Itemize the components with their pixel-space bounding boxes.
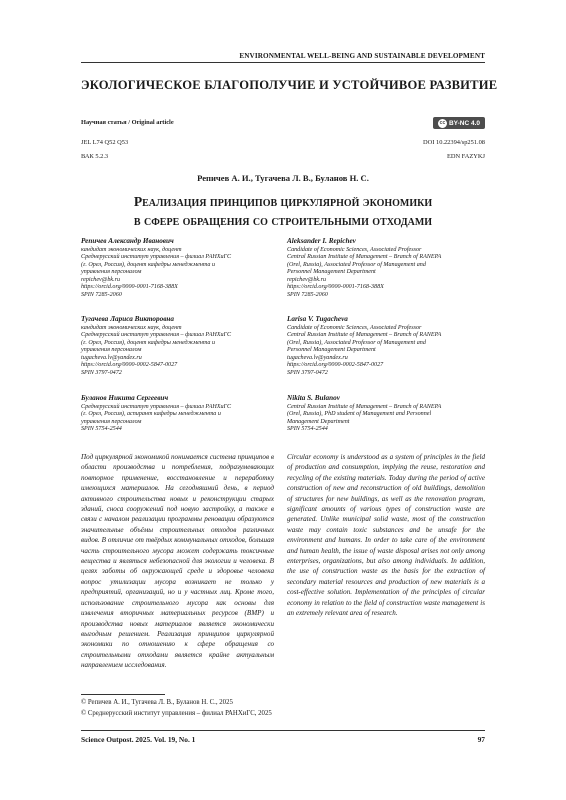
author-affiliation: управления персоналом bbox=[81, 347, 142, 353]
author-ru-3 bbox=[81, 395, 271, 434]
doi[interactable]: DOI 10.22394/sp251.08 bbox=[423, 139, 485, 146]
author-spin: SPIN 7285-2060 bbox=[81, 291, 122, 298]
author-en-2 bbox=[287, 316, 485, 377]
author-spin: SPIN 7285-2060 bbox=[287, 291, 328, 298]
header-rule bbox=[81, 62, 485, 63]
author-affiliation: Central Russian Institute of Management – Branch of RANEPA bbox=[287, 403, 442, 410]
author-orcid[interactable]: https://orcid.org/0000-0001-7168-388X bbox=[287, 284, 384, 290]
author-spin: SPIN 5754-2544 bbox=[81, 426, 122, 432]
page-number: 97 bbox=[477, 735, 485, 744]
journal-section-russian: ЭКОЛОГИЧЕСКОЕ БЛАГОПОЛУЧИЕ И УСТОЙЧИВОЕ РАЗВИТИЕ bbox=[81, 78, 498, 92]
author-name: Тугачева Лариса Викторовна bbox=[81, 315, 174, 323]
author-en-1 bbox=[287, 238, 485, 299]
title-line: в сфере обращения со строительными отходами bbox=[133, 213, 433, 228]
abstract-russian: Под циркулярной экономикой понимается система принципов в области производства и потребления, подразумевающих повторное применение, восстановление и переработку имеющихся материалов. На сегодняшний день, в период активного строительства новых и реконструкции старых зданий, сноса сооружений под новую застройку, а также в связи с началом реализации программы реновации образуются значительные объёмы строительных отходов различных видов. В отличие от твёрдых коммунальных отходов, большая часть строительного мусора может содержать токсичные вещества и являться небезопасной для экологии и человека. В целях заботы об окружающей среде и здоровье человека вопрос утилизации мусора возникает не только у предприятий, организаций, но и у частных лиц. Кроме того, использование строительного мусора как основы для извлечения вторичных материальных ресурсов (ВМР) и производства новых материалов является экономически выгодным решением. Реализация принципов циркулярной экономики по отношению к сфере обращения со строительными отходами является крайне актуальным направлением исследования. bbox=[81, 453, 274, 670]
author-degree: кандидат экономических наук, доцент bbox=[81, 246, 182, 253]
author-ru-1 bbox=[81, 238, 271, 299]
author-name: Nikita S. Bulanov bbox=[287, 394, 340, 402]
author-orcid[interactable]: https://orcid.org/0000-0002-5847-0027 bbox=[81, 362, 178, 368]
author-affiliation: (г. Орел, Россия), доцент кафедры менеджмента и bbox=[81, 261, 216, 268]
author-orcid[interactable]: https://orcid.org/0000-0001-7168-388X bbox=[81, 284, 178, 290]
author-affiliation: (Orel, Russia), Associated Professor of Management and bbox=[287, 339, 426, 346]
author-spin: SPIN 5754-2544 bbox=[287, 426, 328, 432]
footer-rule bbox=[81, 730, 485, 731]
author-affiliation: Management Department bbox=[287, 418, 350, 425]
author-email[interactable]: tugacheva.lv@yandex.ru bbox=[287, 354, 348, 361]
author-spin: SPIN 3797-0472 bbox=[81, 369, 122, 376]
author-degree: Candidate of Economic Sciences, Associated Professor bbox=[287, 246, 422, 253]
author-affiliation: (г. Орел, Россия), аспирант кафедры менеджмента и bbox=[81, 411, 221, 417]
article-title bbox=[81, 192, 485, 230]
footnote-rule bbox=[81, 694, 165, 695]
author-affiliation: Central Russian Institute of Management – Branch of RANEPA bbox=[287, 332, 442, 338]
title-line: Реализация принципов циркулярной экономики bbox=[133, 194, 433, 209]
cc-license-badge[interactable] bbox=[433, 117, 485, 129]
abstract-english: Circular economy is understood as a system of principles in the field of production and consumption, implying the reuse, restoration and recycling of the existing materials. Today during the period of active construction of new and reconstruction of old buildings, demolition of structures for new buildings, as well as the renovation program, significant amounts of various types of construction waste are generated. Unlike municipal solid waste, most of the construction waste may contain toxic substances and be unsafe for the environment and humans. In order to take care of the environment and human health, the issue of waste disposal arises not only among enterprises, organizations, but also among individuals. In addition, the use of construction waste as the basis for the extraction of secondary material resources and production of new materials is a cost-effective solution. Implementation of the principles of circular economy in relation to the field of construction waste management is an extremely relevant area of research. bbox=[287, 453, 485, 618]
vak-code: ВАК 5.2.3 bbox=[81, 153, 109, 160]
author-name: Репичев Александр Иванович bbox=[81, 237, 174, 245]
author-affiliation: Среднерусский институт управления – филиал РАНХиГС bbox=[81, 332, 232, 338]
author-affiliation: управления персоналом bbox=[81, 418, 142, 425]
author-affiliation: (Orel, Russia), PhD student of Management and Personnel bbox=[287, 411, 432, 417]
author-degree: Candidate of Economic Sciences, Associated Professor bbox=[287, 324, 422, 331]
author-affiliation: Среднерусский институт управления – филиал РАНХиГС bbox=[81, 403, 232, 410]
author-email[interactable]: tugacheva.lv@yandex.ru bbox=[81, 354, 142, 361]
author-affiliation: Среднерусский институт управления – филиал РАНХиГС bbox=[81, 254, 232, 260]
authors-line: Репичев А. И., Тугачева Л. В., Буланов Н. С. bbox=[197, 173, 369, 183]
author-degree: кандидат экономических наук, доцент bbox=[81, 324, 182, 331]
author-orcid[interactable]: https://orcid.org/0000-0002-5847-0027 bbox=[287, 362, 384, 368]
author-en-3 bbox=[287, 395, 485, 434]
author-affiliation: Central Russian Institute of Management – Branch of RANEPA bbox=[287, 254, 442, 260]
license-label: BY-NC 4.0 bbox=[448, 119, 481, 127]
journal-section-english: ENVIRONMENTAL WELL-BEING AND SUSTAINABLE DEVELOPMENT bbox=[239, 52, 485, 60]
copyright-authors: © Репичев А. И., Тугачева Л. В., Буланов Н. С., 2025 bbox=[81, 699, 233, 706]
author-affiliation: (Orel, Russia), Associated Professor of Management and bbox=[287, 261, 426, 268]
author-affiliation: (г. Орел, Россия), доцент кафедры менеджмента и bbox=[81, 339, 216, 346]
creative-commons-icon: cc bbox=[439, 120, 446, 126]
edn: EDN FAZYKJ bbox=[446, 153, 485, 160]
author-name: Larisa V. Tugacheva bbox=[287, 315, 348, 323]
author-email[interactable]: repichev@bk.ru bbox=[287, 276, 327, 283]
author-email[interactable]: repichev@bk.ru bbox=[81, 276, 121, 283]
author-affiliation: управления персоналом bbox=[81, 269, 142, 275]
author-affiliation: Personnel Management Department bbox=[287, 347, 376, 353]
journal-citation: Science Outpost. 2025. Vol. 19, No. 1 bbox=[81, 735, 196, 744]
article-type: Научная статья / Original article bbox=[81, 119, 174, 126]
author-spin: SPIN 3797-0472 bbox=[287, 369, 328, 376]
author-affiliation: Personnel Management Department bbox=[287, 269, 376, 275]
author-name: Aleksander I. Repichev bbox=[287, 237, 356, 245]
author-ru-2 bbox=[81, 316, 271, 377]
jel-codes: JEL L74 Q52 Q53 bbox=[81, 139, 129, 146]
author-name: Буланов Никита Сергеевич bbox=[81, 394, 169, 402]
copyright-institute: © Среднерусский институт управления – филиал РАНХиГС, 2025 bbox=[81, 710, 272, 717]
